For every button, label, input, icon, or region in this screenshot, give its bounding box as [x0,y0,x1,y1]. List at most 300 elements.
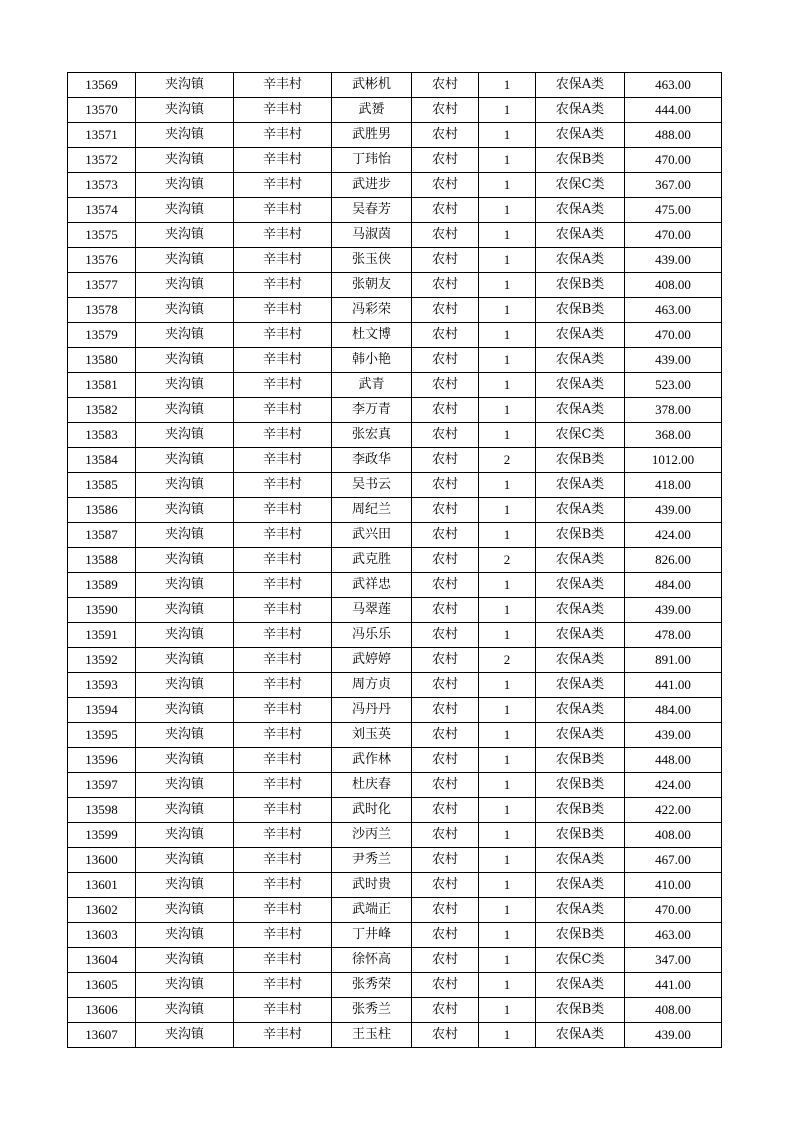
cell-member-count: 1 [479,723,536,748]
cell-member-count: 2 [479,448,536,473]
table-row [68,248,722,273]
cell-amount: 439.00 [625,1023,722,1048]
cell-town: 夹沟镇 [136,123,234,148]
cell-serial-number: 13599 [68,823,136,848]
cell-person-name: 丁井峰 [332,923,412,948]
cell-amount: 467.00 [625,848,722,873]
cell-serial-number: 13607 [68,1023,136,1048]
cell-village: 辛丰村 [234,548,332,573]
cell-member-count: 1 [479,148,536,173]
cell-amount: 422.00 [625,798,722,823]
cell-member-count: 1 [479,98,536,123]
cell-village: 辛丰村 [234,98,332,123]
table-row [68,548,722,573]
cell-person-name: 张玉侠 [332,248,412,273]
cell-person-name: 王玉柱 [332,1023,412,1048]
cell-insurance-category: 农保B类 [536,923,625,948]
cell-person-name: 冯乐乐 [332,623,412,648]
table-row [68,448,722,473]
cell-insurance-category: 农保A类 [536,548,625,573]
cell-member-count: 2 [479,548,536,573]
cell-person-name: 武赟 [332,98,412,123]
cell-insurance-category: 农保A类 [536,198,625,223]
cell-person-name: 武祥忠 [332,573,412,598]
cell-person-name: 刘玉英 [332,723,412,748]
cell-insurance-category: 农保A类 [536,323,625,348]
cell-member-count: 1 [479,1023,536,1048]
cell-serial-number: 13588 [68,548,136,573]
cell-village: 辛丰村 [234,198,332,223]
cell-member-count: 1 [479,523,536,548]
cell-insurance-category: 农保B类 [536,148,625,173]
cell-person-name: 马翠莲 [332,598,412,623]
cell-person-name: 杜庆春 [332,773,412,798]
table-row [68,748,722,773]
cell-village: 辛丰村 [234,148,332,173]
cell-insurance-category: 农保A类 [536,373,625,398]
cell-household-type: 农村 [412,498,479,523]
cell-member-count: 1 [479,423,536,448]
cell-serial-number: 13573 [68,173,136,198]
cell-town: 夹沟镇 [136,398,234,423]
cell-insurance-category: 农保C类 [536,948,625,973]
cell-household-type: 农村 [412,648,479,673]
cell-serial-number: 13575 [68,223,136,248]
cell-amount: 424.00 [625,523,722,548]
table-row [68,173,722,198]
cell-town: 夹沟镇 [136,473,234,498]
cell-town: 夹沟镇 [136,923,234,948]
cell-member-count: 1 [479,273,536,298]
cell-town: 夹沟镇 [136,73,234,98]
cell-serial-number: 13603 [68,923,136,948]
cell-village: 辛丰村 [234,898,332,923]
cell-household-type: 农村 [412,748,479,773]
cell-person-name: 张秀兰 [332,998,412,1023]
cell-serial-number: 13578 [68,298,136,323]
cell-village: 辛丰村 [234,748,332,773]
cell-village: 辛丰村 [234,473,332,498]
cell-person-name: 徐怀高 [332,948,412,973]
cell-village: 辛丰村 [234,273,332,298]
cell-village: 辛丰村 [234,698,332,723]
cell-household-type: 农村 [412,148,479,173]
cell-member-count: 1 [479,498,536,523]
cell-amount: 408.00 [625,273,722,298]
cell-serial-number: 13584 [68,448,136,473]
cell-member-count: 1 [479,373,536,398]
cell-village: 辛丰村 [234,998,332,1023]
cell-insurance-category: 农保A类 [536,848,625,873]
cell-insurance-category: 农保A类 [536,473,625,498]
cell-serial-number: 13574 [68,198,136,223]
cell-member-count: 1 [479,173,536,198]
cell-amount: 463.00 [625,923,722,948]
cell-member-count: 1 [479,823,536,848]
cell-amount: 408.00 [625,823,722,848]
cell-person-name: 尹秀兰 [332,848,412,873]
cell-person-name: 李政华 [332,448,412,473]
cell-amount: 367.00 [625,173,722,198]
table-row [68,198,722,223]
cell-amount: 470.00 [625,148,722,173]
cell-village: 辛丰村 [234,923,332,948]
cell-serial-number: 13595 [68,723,136,748]
cell-insurance-category: 农保B类 [536,448,625,473]
cell-serial-number: 13586 [68,498,136,523]
cell-household-type: 农村 [412,423,479,448]
cell-person-name: 丁玮怡 [332,148,412,173]
cell-person-name: 吴书云 [332,473,412,498]
cell-household-type: 农村 [412,123,479,148]
cell-town: 夹沟镇 [136,448,234,473]
cell-insurance-category: 农保A类 [536,1023,625,1048]
cell-serial-number: 13600 [68,848,136,873]
cell-town: 夹沟镇 [136,373,234,398]
cell-serial-number: 13604 [68,948,136,973]
table-row [68,973,722,998]
cell-amount: 347.00 [625,948,722,973]
cell-household-type: 农村 [412,473,479,498]
cell-member-count: 1 [479,398,536,423]
cell-insurance-category: 农保A类 [536,598,625,623]
cell-serial-number: 13587 [68,523,136,548]
cell-serial-number: 13598 [68,798,136,823]
cell-insurance-category: 农保A类 [536,498,625,523]
table-row [68,148,722,173]
cell-amount: 470.00 [625,898,722,923]
table-row [68,723,722,748]
cell-household-type: 农村 [412,348,479,373]
cell-person-name: 武彬机 [332,73,412,98]
cell-person-name: 李万青 [332,398,412,423]
cell-member-count: 1 [479,748,536,773]
cell-serial-number: 13596 [68,748,136,773]
table-row [68,273,722,298]
table-row [68,298,722,323]
cell-town: 夹沟镇 [136,873,234,898]
cell-serial-number: 13583 [68,423,136,448]
cell-insurance-category: 农保B类 [536,298,625,323]
cell-village: 辛丰村 [234,973,332,998]
cell-person-name: 张宏真 [332,423,412,448]
cell-serial-number: 13582 [68,398,136,423]
cell-insurance-category: 农保B类 [536,823,625,848]
cell-amount: 463.00 [625,73,722,98]
cell-insurance-category: 农保A类 [536,698,625,723]
table-row [68,623,722,648]
cell-village: 辛丰村 [234,423,332,448]
table-row [68,223,722,248]
cell-town: 夹沟镇 [136,898,234,923]
cell-serial-number: 13601 [68,873,136,898]
cell-town: 夹沟镇 [136,798,234,823]
cell-town: 夹沟镇 [136,148,234,173]
table-row [68,823,722,848]
cell-member-count: 1 [479,998,536,1023]
cell-village: 辛丰村 [234,373,332,398]
cell-household-type: 农村 [412,898,479,923]
cell-household-type: 农村 [412,198,479,223]
cell-amount: 484.00 [625,698,722,723]
cell-amount: 523.00 [625,373,722,398]
cell-person-name: 武青 [332,373,412,398]
cell-insurance-category: 农保A类 [536,73,625,98]
cell-serial-number: 13585 [68,473,136,498]
cell-serial-number: 13570 [68,98,136,123]
cell-insurance-category: 农保A类 [536,223,625,248]
cell-household-type: 农村 [412,373,479,398]
cell-town: 夹沟镇 [136,623,234,648]
cell-town: 夹沟镇 [136,498,234,523]
cell-serial-number: 13580 [68,348,136,373]
cell-household-type: 农村 [412,948,479,973]
cell-village: 辛丰村 [234,398,332,423]
cell-household-type: 农村 [412,798,479,823]
cell-insurance-category: 农保A类 [536,648,625,673]
cell-household-type: 农村 [412,73,479,98]
cell-village: 辛丰村 [234,648,332,673]
cell-village: 辛丰村 [234,798,332,823]
cell-member-count: 1 [479,123,536,148]
cell-member-count: 1 [479,298,536,323]
cell-person-name: 武时化 [332,798,412,823]
cell-serial-number: 13606 [68,998,136,1023]
cell-village: 辛丰村 [234,823,332,848]
cell-member-count: 1 [479,773,536,798]
cell-amount: 484.00 [625,573,722,598]
cell-amount: 439.00 [625,248,722,273]
cell-member-count: 1 [479,973,536,998]
cell-village: 辛丰村 [234,723,332,748]
cell-village: 辛丰村 [234,948,332,973]
cell-member-count: 1 [479,873,536,898]
cell-person-name: 韩小艳 [332,348,412,373]
cell-amount: 424.00 [625,773,722,798]
cell-amount: 1012.00 [625,448,722,473]
cell-town: 夹沟镇 [136,698,234,723]
cell-person-name: 张朝友 [332,273,412,298]
cell-person-name: 周纪兰 [332,498,412,523]
cell-town: 夹沟镇 [136,598,234,623]
cell-town: 夹沟镇 [136,273,234,298]
cell-household-type: 农村 [412,998,479,1023]
cell-village: 辛丰村 [234,448,332,473]
cell-member-count: 1 [479,323,536,348]
cell-household-type: 农村 [412,398,479,423]
cell-town: 夹沟镇 [136,823,234,848]
cell-household-type: 农村 [412,1023,479,1048]
cell-household-type: 农村 [412,548,479,573]
cell-person-name: 吴春芳 [332,198,412,223]
cell-town: 夹沟镇 [136,423,234,448]
cell-serial-number: 13597 [68,773,136,798]
cell-serial-number: 13592 [68,648,136,673]
cell-household-type: 农村 [412,223,479,248]
cell-town: 夹沟镇 [136,298,234,323]
cell-amount: 368.00 [625,423,722,448]
cell-village: 辛丰村 [234,348,332,373]
cell-town: 夹沟镇 [136,673,234,698]
roster-table-body [68,73,722,1048]
cell-member-count: 1 [479,573,536,598]
cell-amount: 470.00 [625,223,722,248]
roster-table [67,72,722,1048]
cell-amount: 444.00 [625,98,722,123]
cell-insurance-category: 农保B类 [536,523,625,548]
table-row [68,123,722,148]
cell-insurance-category: 农保A类 [536,673,625,698]
cell-household-type: 农村 [412,448,479,473]
cell-amount: 441.00 [625,673,722,698]
cell-household-type: 农村 [412,248,479,273]
cell-person-name: 张秀荣 [332,973,412,998]
cell-town: 夹沟镇 [136,998,234,1023]
cell-member-count: 2 [479,648,536,673]
cell-town: 夹沟镇 [136,248,234,273]
cell-insurance-category: 农保A类 [536,898,625,923]
cell-insurance-category: 农保A类 [536,398,625,423]
table-row [68,348,722,373]
cell-town: 夹沟镇 [136,523,234,548]
cell-household-type: 农村 [412,823,479,848]
cell-serial-number: 13594 [68,698,136,723]
cell-insurance-category: 农保A类 [536,248,625,273]
cell-insurance-category: 农保A类 [536,348,625,373]
cell-household-type: 农村 [412,98,479,123]
cell-town: 夹沟镇 [136,948,234,973]
cell-village: 辛丰村 [234,73,332,98]
cell-person-name: 武端正 [332,898,412,923]
cell-member-count: 1 [479,948,536,973]
table-row [68,73,722,98]
cell-amount: 475.00 [625,198,722,223]
cell-insurance-category: 农保A类 [536,573,625,598]
cell-member-count: 1 [479,198,536,223]
cell-amount: 378.00 [625,398,722,423]
cell-amount: 439.00 [625,498,722,523]
cell-amount: 439.00 [625,348,722,373]
cell-amount: 441.00 [625,973,722,998]
table-row [68,498,722,523]
cell-insurance-category: 农保A类 [536,623,625,648]
table-row [68,323,722,348]
table-row [68,798,722,823]
table-row [68,773,722,798]
cell-person-name: 武婷婷 [332,648,412,673]
cell-town: 夹沟镇 [136,1023,234,1048]
cell-town: 夹沟镇 [136,548,234,573]
cell-person-name: 武兴田 [332,523,412,548]
cell-serial-number: 13572 [68,148,136,173]
cell-town: 夹沟镇 [136,773,234,798]
cell-amount: 488.00 [625,123,722,148]
cell-household-type: 农村 [412,598,479,623]
cell-amount: 410.00 [625,873,722,898]
cell-town: 夹沟镇 [136,723,234,748]
cell-insurance-category: 农保B类 [536,798,625,823]
cell-member-count: 1 [479,898,536,923]
cell-village: 辛丰村 [234,673,332,698]
cell-person-name: 武胜男 [332,123,412,148]
cell-insurance-category: 农保B类 [536,273,625,298]
cell-town: 夹沟镇 [136,223,234,248]
cell-person-name: 武进步 [332,173,412,198]
cell-serial-number: 13569 [68,73,136,98]
table-row [68,423,722,448]
cell-person-name: 武作林 [332,748,412,773]
cell-member-count: 1 [479,223,536,248]
cell-serial-number: 13571 [68,123,136,148]
cell-insurance-category: 农保B类 [536,748,625,773]
cell-village: 辛丰村 [234,848,332,873]
table-row [68,673,722,698]
cell-town: 夹沟镇 [136,973,234,998]
cell-household-type: 农村 [412,848,479,873]
cell-village: 辛丰村 [234,623,332,648]
cell-member-count: 1 [479,73,536,98]
table-row [68,473,722,498]
cell-village: 辛丰村 [234,223,332,248]
cell-household-type: 农村 [412,323,479,348]
cell-village: 辛丰村 [234,298,332,323]
cell-amount: 826.00 [625,548,722,573]
cell-household-type: 农村 [412,773,479,798]
table-row [68,923,722,948]
cell-household-type: 农村 [412,573,479,598]
cell-town: 夹沟镇 [136,348,234,373]
cell-insurance-category: 农保A类 [536,723,625,748]
cell-serial-number: 13581 [68,373,136,398]
cell-town: 夹沟镇 [136,573,234,598]
cell-serial-number: 13590 [68,598,136,623]
cell-insurance-category: 农保C类 [536,423,625,448]
cell-amount: 891.00 [625,648,722,673]
table-row [68,648,722,673]
cell-serial-number: 13576 [68,248,136,273]
table-row [68,98,722,123]
table-row [68,573,722,598]
table-row [68,523,722,548]
cell-serial-number: 13605 [68,973,136,998]
cell-serial-number: 13579 [68,323,136,348]
cell-insurance-category: 农保A类 [536,123,625,148]
cell-household-type: 农村 [412,298,479,323]
cell-member-count: 1 [479,248,536,273]
table-row [68,1023,722,1048]
cell-serial-number: 13589 [68,573,136,598]
cell-insurance-category: 农保B类 [536,773,625,798]
cell-member-count: 1 [479,798,536,823]
cell-serial-number: 13591 [68,623,136,648]
cell-village: 辛丰村 [234,873,332,898]
cell-serial-number: 13577 [68,273,136,298]
cell-member-count: 1 [479,848,536,873]
cell-household-type: 农村 [412,523,479,548]
cell-member-count: 1 [479,923,536,948]
table-row [68,873,722,898]
cell-village: 辛丰村 [234,598,332,623]
cell-household-type: 农村 [412,973,479,998]
cell-village: 辛丰村 [234,573,332,598]
table-row [68,948,722,973]
cell-town: 夹沟镇 [136,848,234,873]
table-row [68,998,722,1023]
cell-village: 辛丰村 [234,1023,332,1048]
cell-insurance-category: 农保A类 [536,98,625,123]
cell-town: 夹沟镇 [136,323,234,348]
cell-amount: 448.00 [625,748,722,773]
